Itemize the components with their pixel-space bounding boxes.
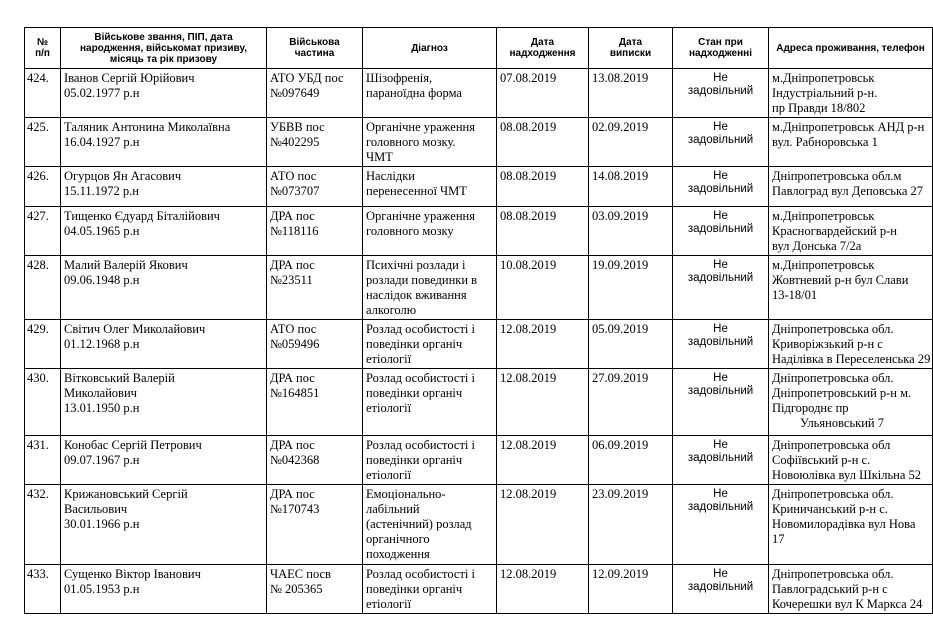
arrival-date-cell: 12.08.2019 — [497, 485, 589, 565]
table-row — [25, 485, 933, 565]
table-header-row — [25, 28, 933, 69]
header-arrival-date: Дата надходження — [497, 28, 589, 69]
discharge-date-cell: 14.08.2019 — [589, 167, 673, 207]
discharge-date-cell: 27.09.2019 — [589, 369, 673, 436]
person-cell: Малий Валерій Якович 09.06.1948 р.н — [61, 256, 267, 320]
discharge-date-cell: 12.09.2019 — [589, 565, 673, 614]
unit-cell: ДРА пос №042368 — [267, 436, 363, 485]
arrival-date-cell: 12.08.2019 — [497, 320, 589, 369]
person-cell: Світич Олег Миколайович 01.12.1968 р.н — [61, 320, 267, 369]
unit-cell: ДРА пос №170743 — [267, 485, 363, 565]
diagnosis-cell: Розлад особистості і поведінки органіч етіології — [363, 436, 497, 485]
discharge-date-cell: 06.09.2019 — [589, 436, 673, 485]
discharge-date-cell: 03.09.2019 — [589, 207, 673, 256]
discharge-date-cell: 23.09.2019 — [589, 485, 673, 565]
person-cell: Таляник Антонина Миколаївна 16.04.1927 р.н — [61, 118, 267, 167]
unit-cell: ЧАЕС посв № 205365 — [267, 565, 363, 614]
person-cell: Огурцов Ян Агасович 15.11.1972 р.н — [61, 167, 267, 207]
person-cell: Крижановський Сергій Васильович 30.01.1966 р.н — [61, 485, 267, 565]
diagnosis-cell: Органічне ураження головного мозку — [363, 207, 497, 256]
row-number: 424. — [25, 69, 61, 118]
table-row — [25, 118, 933, 167]
address-cell: Дніпропетровська обл. Павлоградський р-н с Кочерешки вул К Маркса 24 — [769, 565, 933, 614]
condition-cell: Не задовільний — [673, 565, 769, 614]
arrival-date-cell: 07.08.2019 — [497, 69, 589, 118]
table-row — [25, 436, 933, 485]
diagnosis-cell: Психічні розлади і розлади повединки в наслідок вживання алкоголю — [363, 256, 497, 320]
condition-cell: Не задовільний — [673, 167, 769, 207]
diagnosis-cell: Шізофренія, параноїдна форма — [363, 69, 497, 118]
address-cell: м.Дніпропетровськ Красногвардейский р-н вул Донська 7/2а — [769, 207, 933, 256]
unit-cell: ДРА пос №164851 — [267, 369, 363, 436]
address-cell: Дніпропетровська обл. Криворіжзький р-н с Наділівка в Переселенська 29 — [769, 320, 933, 369]
person-cell: Конобас Сергій Петрович 09.07.1967 р.н — [61, 436, 267, 485]
table-row — [25, 207, 933, 256]
person-cell: Іванов Сергій Юрійович 05.02.1977 р.н — [61, 69, 267, 118]
header-num: № п/п — [25, 28, 61, 69]
row-number: 433. — [25, 565, 61, 614]
header-discharge-date: Дата виписки — [589, 28, 673, 69]
unit-cell: ДРА пос №118116 — [267, 207, 363, 256]
discharge-date-cell: 13.08.2019 — [589, 69, 673, 118]
row-number: 426. — [25, 167, 61, 207]
condition-cell: Не задовільний — [673, 485, 769, 565]
row-number: 428. — [25, 256, 61, 320]
patient-register-document — [24, 27, 933, 614]
row-number: 432. — [25, 485, 61, 565]
arrival-date-cell: 08.08.2019 — [497, 167, 589, 207]
header-diagnosis: Діагноз — [363, 28, 497, 69]
discharge-date-cell: 19.09.2019 — [589, 256, 673, 320]
person-cell: Сущенко Віктор Іванович 01.05.1953 р.н — [61, 565, 267, 614]
unit-cell: УБВВ пос №402295 — [267, 118, 363, 167]
diagnosis-cell: Розлад особистості і поведінки органіч етіології — [363, 369, 497, 436]
address-cell: Дніпропетровська обл Софіївський р-н с. Новоюлівка вул Шкільна 52 — [769, 436, 933, 485]
address-cell: Дніпропетровська обл. Дніпропетровський р-н м. Підгороднє пр Ульяновський 7 — [769, 369, 933, 436]
header-condition: Стан при надходженні — [673, 28, 769, 69]
row-number: 427. — [25, 207, 61, 256]
row-number: 431. — [25, 436, 61, 485]
table-row — [25, 369, 933, 436]
unit-cell: АТО УБД пос №097649 — [267, 69, 363, 118]
person-cell: Вітковський Валерій Миколайович 13.01.1950 р.н — [61, 369, 267, 436]
arrival-date-cell: 08.08.2019 — [497, 118, 589, 167]
row-number: 429. — [25, 320, 61, 369]
discharge-date-cell: 02.09.2019 — [589, 118, 673, 167]
arrival-date-cell: 08.08.2019 — [497, 207, 589, 256]
table-row — [25, 565, 933, 614]
condition-cell: Не задовільний — [673, 256, 769, 320]
diagnosis-cell: Наслідки перенесенної ЧМТ — [363, 167, 497, 207]
address-cell: Дніпропетровська обл. Криничанський р-н с. Новомилорадівка вул Нова 17 — [769, 485, 933, 565]
condition-cell: Не задовільний — [673, 436, 769, 485]
discharge-date-cell: 05.09.2019 — [589, 320, 673, 369]
arrival-date-cell: 12.08.2019 — [497, 436, 589, 485]
condition-cell: Не задовільний — [673, 118, 769, 167]
header-unit: Військова частина — [267, 28, 363, 69]
person-cell: Тищенко Єдуард Біталійович 04.05.1965 р.н — [61, 207, 267, 256]
address-cell: м.Дніпропетровськ АНД р-н вул. Рабноровська 1 — [769, 118, 933, 167]
table-row — [25, 320, 933, 369]
patient-register-table — [24, 27, 933, 614]
arrival-date-cell: 10.08.2019 — [497, 256, 589, 320]
condition-cell: Не задовільний — [673, 207, 769, 256]
address-cell: м.Дніпропетровськ Індустріальний р-н. пр Правди 18/802 — [769, 69, 933, 118]
arrival-date-cell: 12.08.2019 — [497, 565, 589, 614]
unit-cell: АТО пос №059496 — [267, 320, 363, 369]
table-row — [25, 69, 933, 118]
header-person: Військове звання, ПІП, дата народження, військомат призиву, місяць та рік призову — [61, 28, 267, 69]
row-number: 430. — [25, 369, 61, 436]
address-cell: м.Дніпропетровськ Жовтневий р-н бул Слави 13-18/01 — [769, 256, 933, 320]
condition-cell: Не задовільний — [673, 320, 769, 369]
unit-cell: АТО пос №073707 — [267, 167, 363, 207]
diagnosis-cell: Розлад особистості і поведінки органіч етіології — [363, 565, 497, 614]
row-number: 425. — [25, 118, 61, 167]
address-cell: Дніпропетровська обл.м Павлоград вул Деповська 27 — [769, 167, 933, 207]
condition-cell: Не задовільний — [673, 69, 769, 118]
diagnosis-cell: Розлад особистості і поведінки органіч етіології — [363, 320, 497, 369]
unit-cell: ДРА пос №23511 — [267, 256, 363, 320]
diagnosis-cell: Емоціонально- лабільний (астенічний) розлад органічного походження — [363, 485, 497, 565]
header-address: Адреса проживання, телефон — [769, 28, 933, 69]
condition-cell: Не задовільний — [673, 369, 769, 436]
table-row — [25, 256, 933, 320]
arrival-date-cell: 12.08.2019 — [497, 369, 589, 436]
table-row — [25, 167, 933, 207]
diagnosis-cell: Органічне ураження головного мозку. ЧМТ — [363, 118, 497, 167]
